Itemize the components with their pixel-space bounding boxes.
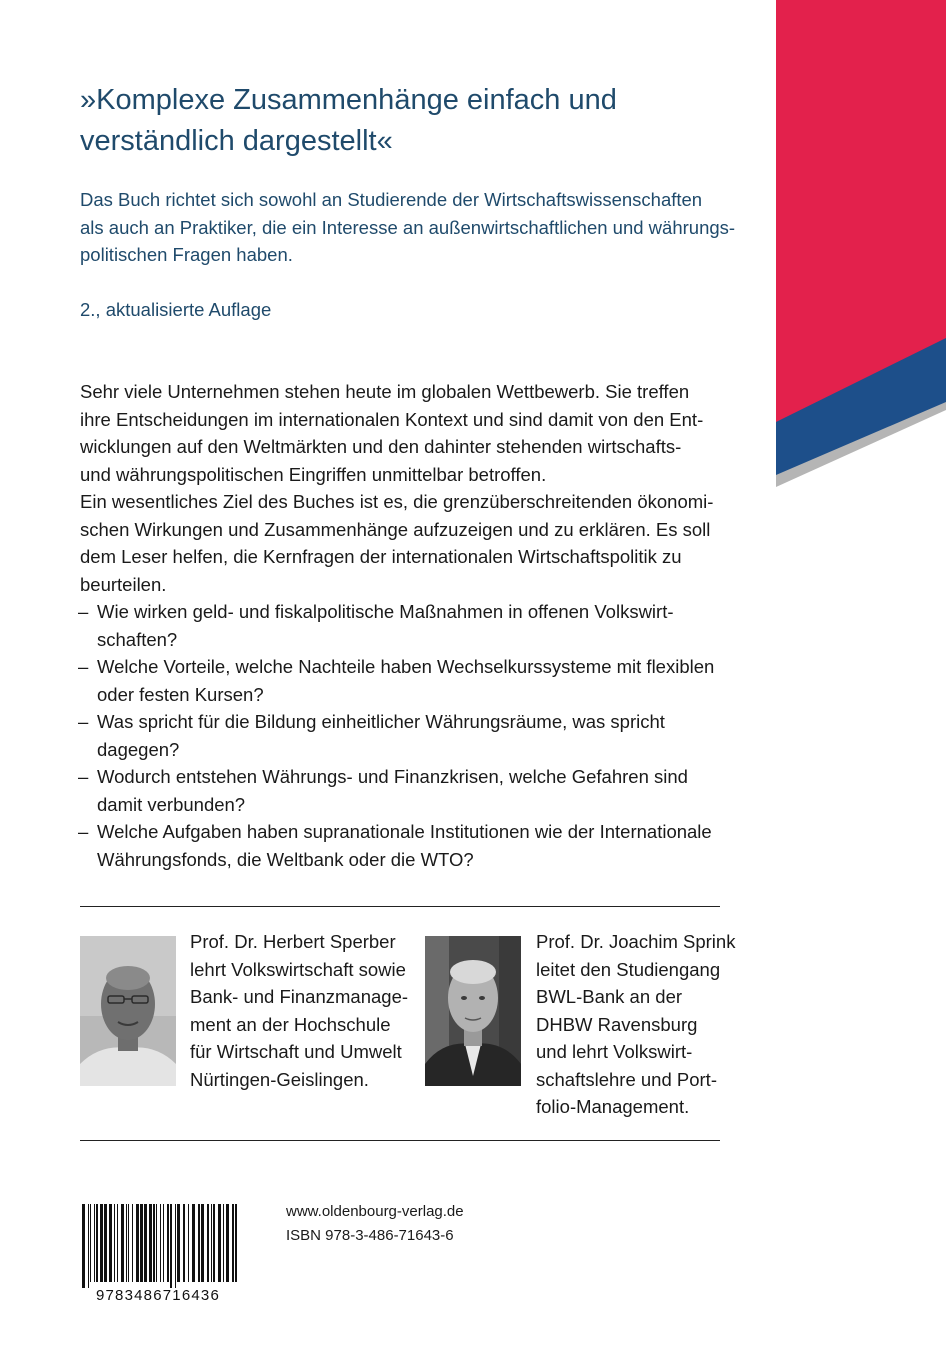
barcode-bar <box>218 1204 221 1282</box>
barcode-bar <box>90 1204 91 1282</box>
barcode-bar <box>160 1204 161 1282</box>
decorative-corner-graphic <box>776 0 946 490</box>
text-line: oder festen Kursen? <box>97 683 264 705</box>
edition-label: 2., aktualisierte Auflage <box>80 299 272 320</box>
text-line: Nürtingen-Geislingen. <box>190 1068 369 1090</box>
divider <box>80 906 720 907</box>
barcode-bar <box>82 1204 85 1288</box>
text-line: Wie wirken geld- und fiskalpolitische Maßnahmen in offenen Volkswirt- <box>97 601 674 622</box>
author-bio-sprink <box>536 928 746 1121</box>
barcode-bar <box>121 1204 124 1282</box>
text-line: beurteilen. <box>80 573 167 595</box>
text-line: Prof. Dr. Joachim Sprink <box>536 931 736 952</box>
barcode-bar <box>226 1204 229 1282</box>
barcode-bar <box>188 1204 189 1282</box>
barcode-bar <box>88 1204 89 1288</box>
text-line: und währungspolitischen Eingriffen unmittelbar betroffen. <box>80 463 547 485</box>
author-photo-sperber <box>80 936 176 1086</box>
headline <box>80 80 720 162</box>
barcode-bar <box>213 1204 215 1282</box>
barcode-bar <box>163 1204 164 1282</box>
headline-line: verständlich dargestellt« <box>80 125 393 157</box>
description-paragraph <box>80 378 730 488</box>
barcode-bar <box>170 1204 172 1288</box>
author-photo-sprink <box>425 936 521 1086</box>
text-line: Währungsfonds, die Weltbank oder die WTO? <box>97 848 474 870</box>
barcode-bar <box>192 1204 195 1282</box>
text-line: Welche Aufgaben haben supranationale Institutionen wie der Internationale <box>97 821 712 842</box>
text-line: lehrt Volkswirtschaft sowie <box>190 958 406 980</box>
barcode-bar <box>198 1204 200 1282</box>
intro-text <box>80 186 740 269</box>
question-item <box>80 653 730 708</box>
text-line: Ein wesentliches Ziel des Buches ist es, die grenzüberschreitenden ökonomi- <box>80 491 714 512</box>
author-bio-sperber <box>190 928 410 1093</box>
text-line: Bank- und Finanzmanage- <box>190 986 409 1007</box>
intro-line: als auch an Praktiker, die ein Interesse an außenwirtschaftlichen und währungs- <box>80 216 736 238</box>
text-line: leitet den Studiengang <box>536 958 721 980</box>
divider <box>80 1140 720 1141</box>
question-item <box>80 763 730 818</box>
barcode-bar <box>140 1204 143 1282</box>
text-line: schaftslehre und Port- <box>536 1068 717 1090</box>
headline-line: »Komplexe Zusammenhänge einfach und <box>80 84 617 116</box>
barcode-bar <box>117 1204 118 1282</box>
barcode-bar <box>104 1204 107 1282</box>
text-line: Was spricht für die Bildung einheitlicher Währungsräume, was spricht <box>97 711 665 732</box>
text-line: DHBW Ravensburg <box>536 1013 698 1035</box>
publisher-info <box>286 1200 464 1248</box>
question-item <box>80 818 730 873</box>
text-line: Welche Vorteile, welche Nachteile haben Wechselkurssysteme mit flexiblen <box>97 656 715 677</box>
barcode-bar <box>136 1204 139 1282</box>
barcode-bar <box>100 1204 103 1282</box>
text-line: folio-Management. <box>536 1096 690 1117</box>
text-line: schaften? <box>97 628 178 650</box>
barcode-bar <box>223 1204 224 1282</box>
text-line: Wodurch entstehen Währungs- und Finanzkrisen, welche Gefahren sind <box>97 766 688 787</box>
barcode-digits: 9783486716436 <box>95 1287 221 1302</box>
barcode-bar <box>153 1204 155 1282</box>
barcode-bar <box>149 1204 152 1282</box>
text-line: BWL-Bank an der <box>536 986 683 1007</box>
barcode-bar <box>235 1204 237 1282</box>
barcode-bar <box>96 1204 98 1282</box>
barcode-bar <box>132 1204 133 1282</box>
text-line: ment an der Hochschule <box>190 1013 391 1035</box>
barcode-bar <box>177 1204 180 1282</box>
text-line: ihre Entscheidungen im internationalen Kontext und sind damit von den Ent- <box>80 408 704 430</box>
barcode-bar <box>144 1204 147 1282</box>
text-line: wicklungen auf den Weltmärkten und den dahinter stehenden wirtschafts- <box>80 436 682 457</box>
question-list <box>80 598 730 873</box>
intro-line: politischen Fragen haben. <box>80 244 293 265</box>
barcode-bar <box>94 1204 95 1282</box>
barcode-bar <box>156 1204 157 1282</box>
barcode-bar <box>109 1204 112 1282</box>
barcode-bars <box>82 1204 237 1288</box>
intro-line: Das Buch richtet sich sowohl an Studierende der Wirtschaftswissenschaften <box>80 189 703 210</box>
description <box>80 378 730 873</box>
publisher-url: www.oldenbourg-verlag.de <box>286 1203 464 1220</box>
barcode-bar <box>128 1204 129 1282</box>
question-item <box>80 598 730 653</box>
text-line: schen Wirkungen und Zusammenhänge aufzuzeigen und zu erklären. Es soll <box>80 518 711 540</box>
question-item <box>80 708 730 763</box>
description-paragraph <box>80 488 730 598</box>
isbn-barcode <box>72 1204 244 1302</box>
barcode-bar <box>207 1204 209 1282</box>
barcode-bar <box>201 1204 204 1282</box>
text-line: für Wirtschaft und Umwelt <box>190 1041 402 1062</box>
barcode-bar <box>167 1204 169 1282</box>
isbn-label: ISBN 978-3-486-71643-6 <box>286 1227 454 1244</box>
barcode-bar <box>183 1204 185 1282</box>
barcode-bar <box>126 1204 127 1282</box>
text-line: dem Leser helfen, die Kernfragen der internationalen Wirtschaftspolitik zu <box>80 546 682 567</box>
text-line: Sehr viele Unternehmen stehen heute im globalen Wettbewerb. Sie treffen <box>80 381 690 402</box>
barcode-bar <box>211 1204 212 1282</box>
text-line: damit verbunden? <box>97 793 246 815</box>
barcode-bar <box>232 1204 234 1282</box>
text-line: und lehrt Volkswirt- <box>536 1041 693 1062</box>
barcode-bar <box>175 1204 176 1288</box>
text-line: Prof. Dr. Herbert Sperber <box>190 931 396 952</box>
text-line: dagegen? <box>97 738 180 760</box>
barcode-bar <box>114 1204 115 1282</box>
